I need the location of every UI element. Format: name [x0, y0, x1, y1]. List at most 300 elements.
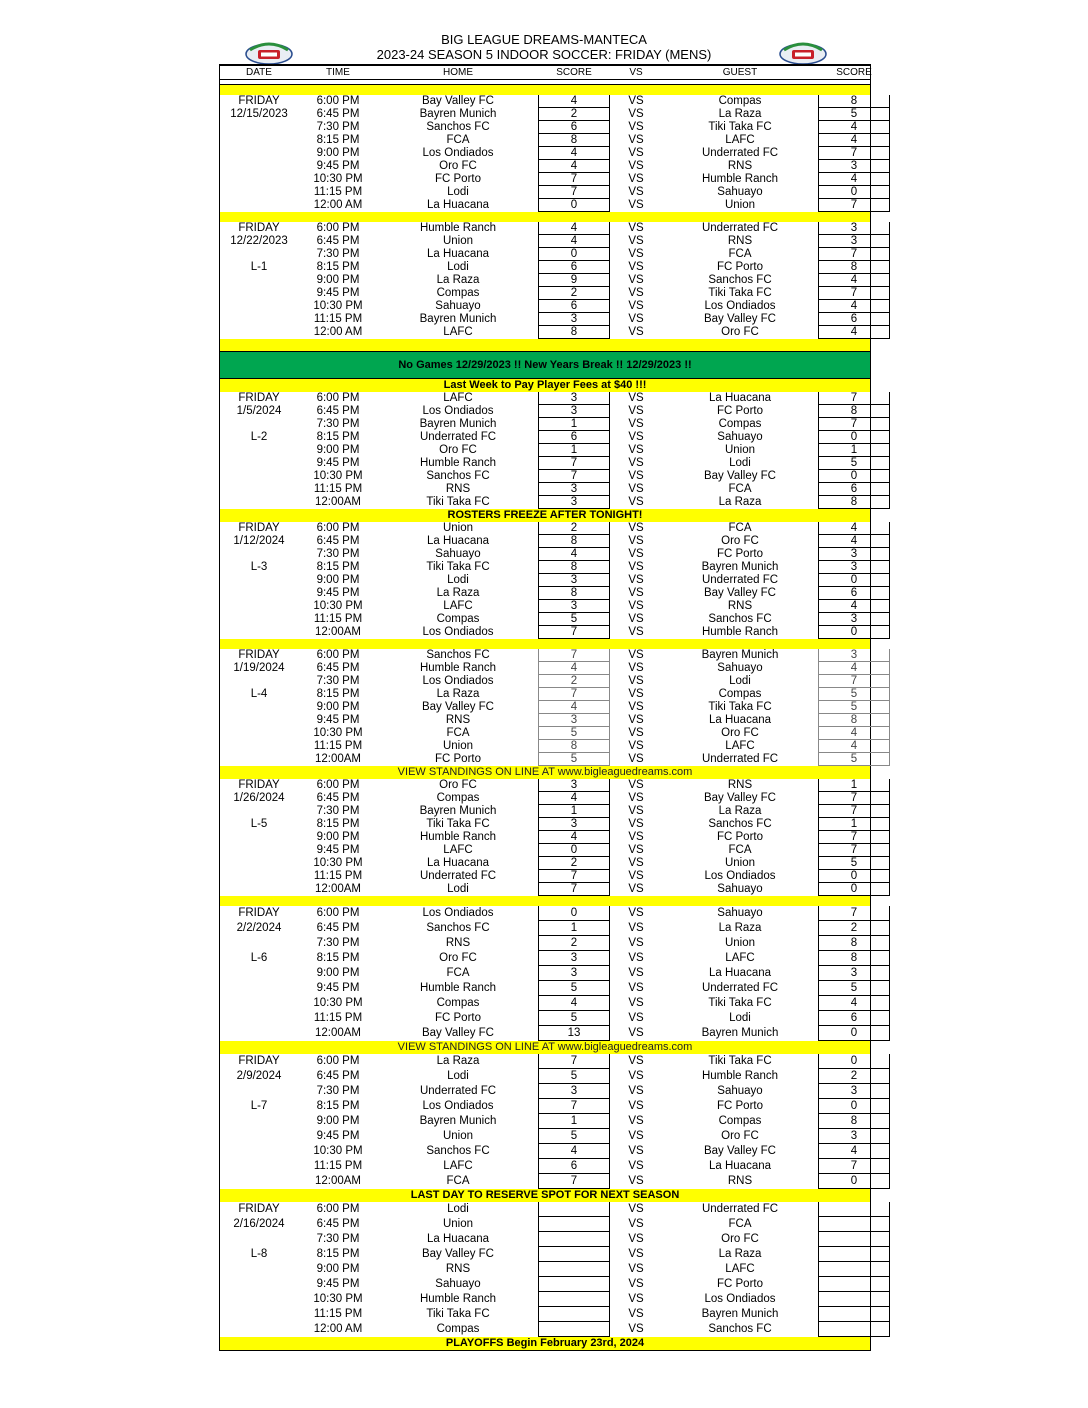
vs-label: VS [628, 121, 644, 133]
home-score: 2 [538, 287, 610, 300]
game-time: 12:00 AM [313, 1323, 363, 1335]
guest-score: 3 [818, 1084, 890, 1099]
home-team: Union [442, 1130, 474, 1142]
vs-label: VS [628, 805, 644, 817]
guest-score: 3 [818, 160, 890, 173]
no-games-banner: No Games 12/29/2023 !! New Years Break !! 12/29/2023 !! [220, 351, 870, 379]
vs-label: VS [628, 600, 644, 612]
game-time: 8:15 PM [316, 261, 360, 273]
game-time: 6:45 PM [316, 662, 360, 674]
game-row [220, 844, 870, 857]
game-time: 8:15 PM [316, 818, 360, 830]
standings-link-banner-2[interactable]: VIEW STANDINGS ON LINE AT www.bigleaguedreams.com [220, 1041, 870, 1054]
week-league-label: L-3 [250, 561, 268, 573]
guest-score: 6 [818, 587, 890, 600]
vs-label: VS [628, 857, 644, 869]
guest-score: 5 [818, 457, 890, 470]
home-score: 0 [538, 906, 610, 921]
home-score: 4 [538, 222, 610, 235]
game-time: 9:45 PM [316, 714, 360, 726]
guest-score: 0 [818, 626, 890, 639]
game-time: 12:00AM [314, 496, 362, 508]
yellow-separator [220, 339, 870, 351]
vs-label: VS [628, 1175, 644, 1187]
guest-team: LAFC [725, 740, 755, 752]
home-score: 8 [538, 740, 610, 753]
game-time: 9:00 PM [316, 1115, 360, 1127]
guest-score: 0 [818, 470, 890, 483]
home-score: 6 [538, 121, 610, 134]
game-row [220, 95, 870, 108]
date-cell-empty [220, 966, 298, 981]
game-row [220, 261, 870, 274]
vs-label: VS [628, 418, 644, 430]
date-cell-empty [220, 326, 298, 339]
game-time: 11:15 PM [313, 1160, 363, 1172]
vs-label: VS [628, 1263, 644, 1275]
home-score: 3 [538, 714, 610, 727]
game-time: 7:30 PM [316, 937, 360, 949]
home-team: Compas [436, 997, 480, 1009]
guest-team: Sahuayo [717, 186, 763, 198]
guest-score [818, 1262, 890, 1277]
home-score: 4 [538, 95, 610, 108]
game-row [220, 1159, 870, 1174]
home-score: 7 [538, 626, 610, 639]
home-team: Sanchos FC [426, 470, 490, 482]
week-day: FRIDAY [238, 1203, 280, 1215]
date-cell-empty [220, 883, 298, 896]
week-block [220, 906, 870, 1041]
week-league-label: L-1 [250, 261, 268, 273]
guest-team: Sanchos FC [708, 818, 772, 830]
game-time: 10:30 PM [313, 1145, 363, 1157]
home-team: Los Ondiados [422, 675, 494, 687]
column-header-vs: VS [629, 67, 643, 78]
game-time: 8:15 PM [316, 688, 360, 700]
guest-team: Bay Valley FC [703, 470, 776, 482]
guest-score: 0 [818, 1174, 890, 1189]
home-team: La Huacana [426, 1233, 490, 1245]
date-cell-empty [220, 727, 298, 740]
week-block [220, 1054, 870, 1189]
home-score: 7 [538, 1174, 610, 1189]
guest-score: 0 [818, 883, 890, 896]
guest-team: Compas [718, 95, 762, 107]
home-team: RNS [445, 483, 471, 495]
game-time: 12:00AM [314, 1027, 362, 1039]
guest-team: Oro FC [721, 1130, 759, 1142]
column-header-date: DATE [246, 67, 272, 78]
home-score: 7 [538, 173, 610, 186]
vs-label: VS [628, 444, 644, 456]
guest-team: Sahuayo [717, 907, 763, 919]
date-cell-empty [220, 996, 298, 1011]
vs-label: VS [628, 1085, 644, 1097]
home-team: Bayren Munich [419, 313, 497, 325]
vs-label: VS [628, 405, 644, 417]
guest-score: 7 [818, 392, 890, 405]
game-time: 6:45 PM [316, 1070, 360, 1082]
home-team: Bay Valley FC [421, 1248, 494, 1260]
game-row [220, 444, 870, 457]
game-row [220, 966, 870, 981]
game-row [220, 831, 870, 844]
home-team: LAFC [443, 844, 473, 856]
game-time: 6:00 PM [316, 779, 360, 791]
home-score [538, 1277, 610, 1292]
game-time: 9:00 PM [316, 1263, 360, 1275]
date-cell-empty [220, 857, 298, 870]
guest-score: 3 [818, 235, 890, 248]
week-date: 12/15/2023 [230, 108, 288, 120]
vs-label: VS [628, 870, 644, 882]
date-cell-empty [220, 1277, 298, 1292]
game-time: 10:30 PM [313, 300, 363, 312]
guest-score: 2 [818, 921, 890, 936]
guest-team: Lodi [729, 1012, 751, 1024]
date-cell-empty [220, 1084, 298, 1099]
game-time: 10:30 PM [313, 1293, 363, 1305]
home-team: Bayren Munich [419, 805, 497, 817]
game-time: 6:45 PM [316, 792, 360, 804]
game-time: 7:30 PM [316, 121, 360, 133]
guest-score: 2 [818, 1069, 890, 1084]
guest-score: 8 [818, 261, 890, 274]
home-team: Los Ondiados [422, 1100, 494, 1112]
home-team: Union [442, 522, 474, 534]
game-row [220, 1144, 870, 1159]
guest-score: 3 [818, 649, 890, 662]
guest-team: La Raza [718, 805, 762, 817]
guest-score: 8 [818, 714, 890, 727]
guest-score: 7 [818, 844, 890, 857]
home-team: Humble Ranch [419, 831, 497, 843]
playoffs-banner: PLAYOFFS Begin February 23rd, 2024 [220, 1337, 870, 1350]
home-team: Compas [436, 1323, 480, 1335]
game-row [220, 483, 870, 496]
guest-team: La Huacana [708, 967, 772, 979]
guest-team: Oro FC [721, 535, 759, 547]
game-time: 6:45 PM [316, 235, 360, 247]
game-row [220, 870, 870, 883]
home-team: Compas [436, 792, 480, 804]
guest-score: 0 [818, 574, 890, 587]
home-team: Oro FC [439, 160, 477, 172]
game-row [220, 883, 870, 896]
game-time: 7:30 PM [316, 248, 360, 260]
home-team: FC Porto [434, 173, 481, 185]
guest-score: 7 [818, 1159, 890, 1174]
game-time: 9:00 PM [316, 147, 360, 159]
home-score: 0 [538, 844, 610, 857]
game-row [220, 1217, 870, 1232]
yellow-separator [220, 85, 870, 95]
home-team: Lodi [447, 186, 469, 198]
guest-team: Bayren Munich [701, 649, 779, 661]
vs-label: VS [628, 261, 644, 273]
home-score [538, 1322, 610, 1337]
guest-team: Compas [718, 1115, 762, 1127]
vs-label: VS [628, 922, 644, 934]
game-row [220, 405, 870, 418]
home-score: 8 [538, 326, 610, 339]
vs-label: VS [628, 675, 644, 687]
game-time: 6:45 PM [316, 1218, 360, 1230]
game-row [220, 199, 870, 212]
game-row [220, 1262, 870, 1277]
guest-team: Underrated FC [701, 574, 779, 586]
home-score: 8 [538, 134, 610, 147]
guest-score: 8 [818, 936, 890, 951]
guest-score: 8 [818, 95, 890, 108]
game-time: 8:15 PM [316, 134, 360, 146]
guest-score: 4 [818, 274, 890, 287]
guest-team: Oro FC [721, 326, 759, 338]
guest-team: Los Ondiados [704, 300, 776, 312]
guest-score: 5 [818, 701, 890, 714]
date-cell-empty [220, 548, 298, 561]
game-row [220, 160, 870, 173]
guest-team: Union [724, 199, 756, 211]
game-row [220, 981, 870, 996]
guest-team: Tiki Taka FC [708, 1055, 772, 1067]
vs-label: VS [628, 613, 644, 625]
home-score: 3 [538, 405, 610, 418]
home-team: Tiki Taka FC [426, 561, 490, 573]
home-score: 4 [538, 160, 610, 173]
home-score: 5 [538, 981, 610, 996]
week-day: FRIDAY [238, 1055, 280, 1067]
home-team: Lodi [447, 261, 469, 273]
game-time: 11:15 PM [313, 186, 363, 198]
week-league-label: L-5 [250, 818, 268, 830]
date-cell-empty [220, 1232, 298, 1247]
home-team: Humble Ranch [419, 662, 497, 674]
game-time: 9:00 PM [316, 444, 360, 456]
date-cell-empty [220, 1174, 298, 1189]
guest-score: 4 [818, 727, 890, 740]
guest-team: La Raza [718, 108, 762, 120]
vs-label: VS [628, 535, 644, 547]
home-team: Underrated FC [419, 870, 497, 882]
home-team: La Huacana [426, 248, 490, 260]
game-time: 11:15 PM [313, 613, 363, 625]
week-block [220, 222, 870, 339]
guest-team: Sahuayo [717, 431, 763, 443]
home-team: Humble Ranch [419, 457, 497, 469]
vs-label: VS [628, 1070, 644, 1082]
game-row [220, 1099, 870, 1114]
vs-label: VS [628, 134, 644, 146]
guest-score: 3 [818, 613, 890, 626]
game-row [220, 274, 870, 287]
date-cell-empty [220, 418, 298, 431]
guest-score [818, 1247, 890, 1262]
vs-label: VS [628, 548, 644, 560]
vs-label: VS [628, 844, 644, 856]
guest-team: La Raza [718, 922, 762, 934]
vs-label: VS [628, 1293, 644, 1305]
date-cell-empty [220, 753, 298, 766]
guest-team: FCA [728, 1218, 752, 1230]
game-row [220, 326, 870, 339]
vs-label: VS [628, 688, 644, 700]
home-score: 9 [538, 274, 610, 287]
guest-team: RNS [727, 779, 753, 791]
game-time: 9:45 PM [316, 1130, 360, 1142]
game-time: 7:30 PM [316, 1233, 360, 1245]
week-date: 2/16/2024 [233, 1218, 285, 1230]
date-cell-empty [220, 173, 298, 186]
week-league-label: L-8 [250, 1248, 268, 1260]
home-team: Compas [436, 613, 480, 625]
vs-label: VS [628, 457, 644, 469]
guest-score: 6 [818, 1011, 890, 1026]
vs-label: VS [628, 326, 644, 338]
game-row [220, 222, 870, 235]
week-date: 1/5/2024 [236, 405, 282, 417]
vs-label: VS [628, 967, 644, 979]
game-row [220, 587, 870, 600]
guest-score [818, 1307, 890, 1322]
game-row [220, 147, 870, 160]
date-cell-empty [220, 1114, 298, 1129]
game-time: 10:30 PM [313, 470, 363, 482]
home-score: 8 [538, 535, 610, 548]
game-time: 9:45 PM [316, 982, 360, 994]
guest-score: 5 [818, 108, 890, 121]
vs-label: VS [628, 831, 644, 843]
guest-score: 6 [818, 483, 890, 496]
game-row [220, 1322, 870, 1337]
week-league-label: L-4 [250, 688, 268, 700]
home-score: 7 [538, 186, 610, 199]
date-cell-empty [220, 199, 298, 212]
date-cell-empty [220, 313, 298, 326]
game-time: 9:00 PM [316, 274, 360, 286]
yellow-separator [220, 896, 870, 906]
guest-score: 1 [818, 818, 890, 831]
week-block [220, 392, 870, 509]
date-cell-empty [220, 574, 298, 587]
guest-score: 7 [818, 248, 890, 261]
guest-team: Oro FC [721, 1233, 759, 1245]
home-team: Los Ondiados [422, 907, 494, 919]
home-score: 3 [538, 483, 610, 496]
game-row [220, 186, 870, 199]
standings-link-banner[interactable]: VIEW STANDINGS ON LINE AT www.bigleaguedreams.com [220, 766, 870, 779]
guest-score: 0 [818, 1054, 890, 1069]
guest-team: La Huacana [708, 1160, 772, 1172]
week-date: 2/2/2024 [236, 922, 282, 934]
week-day: FRIDAY [238, 907, 280, 919]
home-team: Oro FC [439, 952, 477, 964]
guest-team: La Raza [718, 1248, 762, 1260]
guest-score: 0 [818, 1026, 890, 1041]
guest-score: 3 [818, 548, 890, 561]
date-cell-empty [220, 274, 298, 287]
game-row [220, 535, 870, 548]
home-score: 4 [538, 792, 610, 805]
home-score: 5 [538, 753, 610, 766]
guest-team: Tiki Taka FC [708, 997, 772, 1009]
game-row [220, 1069, 870, 1084]
home-score: 3 [538, 1084, 610, 1099]
guest-score: 0 [818, 431, 890, 444]
guest-team: Lodi [729, 675, 751, 687]
guest-score: 4 [818, 1144, 890, 1159]
home-score: 1 [538, 418, 610, 431]
home-score: 2 [538, 522, 610, 535]
vs-label: VS [628, 1323, 644, 1335]
game-time: 7:30 PM [316, 418, 360, 430]
date-cell-empty [220, 121, 298, 134]
yellow-separator [220, 212, 870, 222]
week-league-label [220, 134, 298, 147]
date-cell-empty [220, 701, 298, 714]
game-time: 9:45 PM [316, 587, 360, 599]
guest-score: 8 [818, 1114, 890, 1129]
guest-team: LAFC [725, 1263, 755, 1275]
home-team: RNS [445, 714, 471, 726]
vs-label: VS [628, 574, 644, 586]
guest-score: 3 [818, 222, 890, 235]
guest-team: Humble Ranch [701, 173, 779, 185]
home-score: 1 [538, 921, 610, 936]
game-row [220, 1202, 870, 1217]
game-time: 12:00 AM [313, 199, 363, 211]
home-team: FC Porto [434, 753, 481, 765]
guest-team: Oro FC [721, 727, 759, 739]
game-time: 11:15 PM [313, 1012, 363, 1024]
date-cell-empty [220, 1307, 298, 1322]
week-date: 1/26/2024 [233, 792, 285, 804]
vs-label: VS [628, 792, 644, 804]
week-date: 12/22/2023 [230, 235, 288, 247]
guest-team: Underrated FC [701, 1203, 779, 1215]
guest-score [818, 1292, 890, 1307]
home-team: Bayren Munich [419, 1115, 497, 1127]
game-row [220, 805, 870, 818]
home-team: Tiki Taka FC [426, 818, 490, 830]
game-time: 12:00AM [314, 753, 362, 765]
week-block [220, 95, 870, 212]
game-row [220, 470, 870, 483]
guest-score: 4 [818, 134, 890, 147]
home-score: 4 [538, 147, 610, 160]
guest-team: FC Porto [716, 261, 763, 273]
date-cell-empty [220, 831, 298, 844]
guest-team: LAFC [725, 134, 755, 146]
vs-label: VS [628, 587, 644, 599]
vs-label: VS [628, 1100, 644, 1112]
guest-score [818, 1202, 890, 1217]
game-row [220, 701, 870, 714]
game-time: 12:00AM [314, 1175, 362, 1187]
week-block [220, 522, 870, 639]
guest-score: 3 [818, 561, 890, 574]
guest-score: 7 [818, 199, 890, 212]
date-cell-empty [220, 300, 298, 313]
guest-team: FC Porto [716, 405, 763, 417]
guest-team: Humble Ranch [701, 1070, 779, 1082]
home-team: Sahuayo [435, 548, 481, 560]
guest-team: Los Ondiados [704, 870, 776, 882]
game-time: 10:30 PM [313, 600, 363, 612]
vs-label: VS [628, 1145, 644, 1157]
date-cell-empty [220, 1159, 298, 1174]
